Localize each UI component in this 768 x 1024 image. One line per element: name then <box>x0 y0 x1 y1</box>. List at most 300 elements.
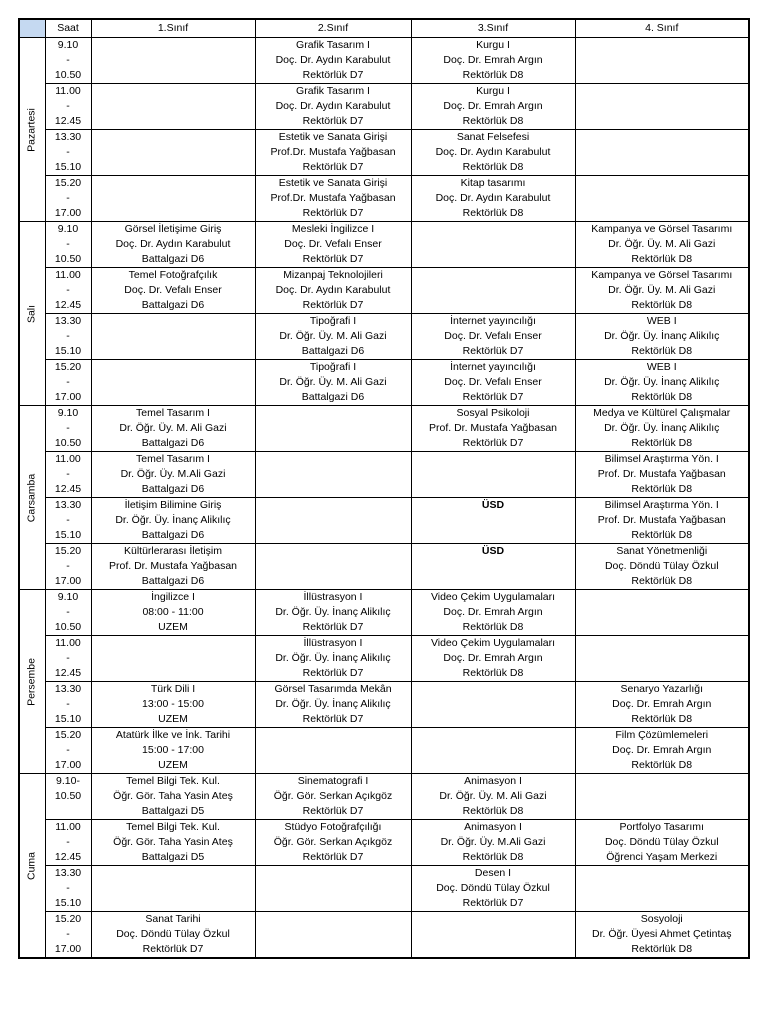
course-name: WEB I <box>646 315 677 327</box>
course-cell-class-3 <box>411 590 575 636</box>
course-room: UZEM <box>158 713 188 725</box>
course-cell-class-2 <box>255 176 411 222</box>
time-slot-line: 13.30 <box>54 131 82 143</box>
course-name: Grafik Tasarım I <box>296 85 370 97</box>
schedule-row <box>19 84 749 130</box>
course-cell-class-1 <box>91 406 255 452</box>
course-cell-class-2 <box>255 314 411 360</box>
course-name: Video Çekim Uygulamaları <box>430 591 556 603</box>
time-slot-line: 13.30 <box>54 867 82 879</box>
course-cell-class-2 <box>255 544 411 590</box>
course-instructor: Doç. Dr. Aydın Karabulut <box>275 54 391 66</box>
course-cell-class-1 <box>91 314 255 360</box>
time-slot-line: - <box>66 238 70 250</box>
course-room: Rektörlük D7 <box>302 115 364 127</box>
course-instructor: Doç. Dr. Vefalı Enser <box>444 330 542 342</box>
course-cell-class-1 <box>91 728 255 774</box>
course-room: Rektörlük D7 <box>302 161 364 173</box>
course-cell-class-4 <box>575 406 749 452</box>
header-class-1: 1.Sınıf <box>91 19 255 38</box>
course-cell-class-1 <box>91 912 255 959</box>
course-cell-class-3 <box>411 130 575 176</box>
time-slot-cell <box>45 636 91 682</box>
time-slot-cell <box>45 360 91 406</box>
course-room: Battalgazi D6 <box>141 437 205 449</box>
time-slot-cell <box>45 498 91 544</box>
course-cell-class-2 <box>255 360 411 406</box>
time-slot-line: 10.50 <box>54 437 82 449</box>
course-cell-class-1 <box>91 130 255 176</box>
course-cell-class-3 <box>411 222 575 268</box>
course-cell-class-3 <box>411 38 575 84</box>
schedule-row <box>19 544 749 590</box>
course-instructor: 15:00 - 17:00 <box>142 744 204 756</box>
course-name: Stüdyo Fotoğrafçılığı <box>284 821 382 833</box>
time-slot-line: 15.20 <box>54 545 82 557</box>
time-slot-line: - <box>66 330 70 342</box>
course-cell-class-4 <box>575 544 749 590</box>
course-room: Battalgazi D6 <box>141 299 205 311</box>
course-instructor: Dr. Öğr. Üyesi Ahmet Çetintaş <box>592 928 732 940</box>
course-cell-class-1 <box>91 176 255 222</box>
course-cell-class-3 <box>411 544 575 590</box>
course-room: UZEM <box>158 759 188 771</box>
course-room: Rektörlük D7 <box>302 299 364 311</box>
course-cell-class-4 <box>575 176 749 222</box>
time-slot-cell <box>45 38 91 84</box>
course-name: Senaryo Yazarlığı <box>620 683 703 695</box>
time-slot-line: - <box>66 928 70 940</box>
time-slot-line: 13.30 <box>54 683 82 695</box>
course-cell-class-3 <box>411 360 575 406</box>
time-slot-cell <box>45 912 91 959</box>
course-instructor: Doç. Dr. Emrah Argın <box>443 100 543 112</box>
time-slot-line: - <box>66 192 70 204</box>
time-slot-line: 10.50 <box>54 253 82 265</box>
time-slot-line: - <box>66 836 70 848</box>
course-instructor: Doç. Dr. Emrah Argın <box>443 54 543 66</box>
course-cell-class-3 <box>411 406 575 452</box>
course-name: Sosyal Psikoloji <box>456 407 530 419</box>
course-name: ÜSD <box>481 545 505 557</box>
course-room: Rektörlük D8 <box>462 805 524 817</box>
time-slot-cell <box>45 866 91 912</box>
course-cell-class-3 <box>411 636 575 682</box>
course-room: Rektörlük D8 <box>631 759 693 771</box>
course-name: Kültürlerarası İletişim <box>123 545 223 557</box>
time-slot-line: 15.10 <box>54 345 82 357</box>
time-slot-line: 17.00 <box>54 759 82 771</box>
schedule-row <box>19 912 749 959</box>
course-cell-class-1 <box>91 222 255 268</box>
course-cell-class-4 <box>575 452 749 498</box>
time-slot-line: - <box>66 422 70 434</box>
course-instructor: Dr. Öğr. Üy. M. Ali Gazi <box>439 790 547 802</box>
course-instructor: Öğr. Gör. Serkan Açıkgöz <box>273 836 393 848</box>
schedule-row <box>19 498 749 544</box>
course-cell-class-2 <box>255 636 411 682</box>
course-room: Rektörlük D8 <box>631 483 693 495</box>
course-name: Mesleki İngilizce I <box>291 223 375 235</box>
course-instructor: Dr. Öğr. Üy. İnanç Alikılıç <box>275 698 391 710</box>
course-name: Film Çözümlemeleri <box>615 729 709 741</box>
time-slot-line: 15.20 <box>54 913 82 925</box>
time-slot-line: 13.30 <box>54 499 82 511</box>
course-cell-class-4 <box>575 912 749 959</box>
day-label: Carsamba <box>25 473 38 522</box>
time-slot-cell <box>45 452 91 498</box>
course-cell-class-4 <box>575 84 749 130</box>
course-room: Rektörlük D7 <box>302 69 364 81</box>
course-instructor: 13:00 - 15:00 <box>142 698 204 710</box>
course-name: Medya ve Kültürel Çalışmalar <box>593 407 731 419</box>
time-slot-cell <box>45 268 91 314</box>
course-cell-class-4 <box>575 222 749 268</box>
weekly-schedule-table <box>18 18 750 959</box>
course-cell-class-2 <box>255 38 411 84</box>
time-slot-cell <box>45 406 91 452</box>
day-label: Salı <box>25 304 38 323</box>
course-instructor: Dr. Öğr. Üy. İnanç Alikılıç <box>275 606 391 618</box>
course-room: UZEM <box>158 621 188 633</box>
course-name: Türk Dili I <box>150 683 196 695</box>
course-room: Battalgazi D5 <box>141 851 205 863</box>
course-cell-class-3 <box>411 268 575 314</box>
header-class-2: 2.Sınıf <box>255 19 411 38</box>
course-cell-class-3 <box>411 820 575 866</box>
time-slot-line: 17.00 <box>54 207 82 219</box>
course-cell-class-2 <box>255 590 411 636</box>
course-room: Rektörlük D8 <box>631 437 693 449</box>
course-name: Kurgu I <box>476 85 510 97</box>
time-slot-line: 10.50 <box>54 69 82 81</box>
course-instructor: Dr. Öğr. Üy. M.Ali Gazi <box>440 836 546 848</box>
course-instructor: Dr. Öğr. Üy. İnanç Alikılıç <box>604 422 720 434</box>
time-slot-line: - <box>66 468 70 480</box>
time-slot-line: - <box>66 376 70 388</box>
course-room: Rektörlük D8 <box>631 253 693 265</box>
course-name: Kurgu I <box>476 39 510 51</box>
schedule-row <box>19 774 749 820</box>
course-instructor: 08:00 - 11:00 <box>142 606 204 618</box>
time-slot-line: - <box>66 882 70 894</box>
time-slot-line: 9.10 <box>57 591 79 603</box>
course-cell-class-4 <box>575 38 749 84</box>
schedule-row <box>19 820 749 866</box>
course-cell-class-2 <box>255 866 411 912</box>
time-slot-line: - <box>66 146 70 158</box>
time-slot-line: 11.00 <box>55 85 81 97</box>
course-room: Rektörlük D8 <box>631 943 693 955</box>
course-cell-class-4 <box>575 682 749 728</box>
course-name: ÜSD <box>481 499 505 511</box>
course-instructor: Dr. Öğr. Üy. İnanç Alikılıç <box>604 330 720 342</box>
course-cell-class-2 <box>255 498 411 544</box>
course-room: Rektörlük D7 <box>462 391 524 403</box>
course-name: Temel Bilgi Tek. Kul. <box>126 775 220 787</box>
course-room: Battalgazi D5 <box>141 805 205 817</box>
course-name: Sosyoloji <box>640 913 683 925</box>
course-cell-class-1 <box>91 498 255 544</box>
course-name: Tipoğrafi I <box>309 315 357 327</box>
course-room: Battalgazi D6 <box>141 529 205 541</box>
schedule-row <box>19 268 749 314</box>
course-name: Bilimsel Araştırma Yön. I <box>604 499 719 511</box>
course-cell-class-1 <box>91 774 255 820</box>
course-room: Rektörlük D8 <box>462 161 524 173</box>
schedule-row <box>19 728 749 774</box>
day-label-cell <box>19 222 45 406</box>
schedule-body <box>19 38 749 959</box>
course-cell-class-1 <box>91 544 255 590</box>
time-slot-line: 15.10 <box>54 161 82 173</box>
course-room: Battalgazi D6 <box>141 483 205 495</box>
course-instructor: Prof. Dr. Mustafa Yağbasan <box>428 422 557 434</box>
course-room: Rektörlük D7 <box>302 621 364 633</box>
course-room: Rektörlük D7 <box>302 805 364 817</box>
schedule-row <box>19 130 749 176</box>
schedule-row <box>19 222 749 268</box>
course-cell-class-3 <box>411 912 575 959</box>
course-instructor: Prof. Dr. Mustafa Yağbasan <box>597 514 726 526</box>
course-room: Rektörlük D8 <box>462 207 524 219</box>
course-name: Portfolyo Tasarımı <box>619 821 704 833</box>
course-cell-class-4 <box>575 636 749 682</box>
course-instructor: Doç. Döndü Tülay Özkul <box>604 560 719 572</box>
course-room: Rektörlük D8 <box>631 713 693 725</box>
day-label: Pazartesi <box>25 107 38 152</box>
course-cell-class-4 <box>575 820 749 866</box>
course-instructor: Prof. Dr. Mustafa Yağbasan <box>597 468 726 480</box>
course-room: Battalgazi D6 <box>141 575 205 587</box>
course-cell-class-1 <box>91 866 255 912</box>
course-room: Rektörlük D7 <box>302 713 364 725</box>
course-cell-class-2 <box>255 820 411 866</box>
day-label-cell <box>19 38 45 222</box>
course-instructor: Dr. Öğr. Üy. M. Ali Gazi <box>279 330 387 342</box>
course-cell-class-2 <box>255 222 411 268</box>
course-cell-class-2 <box>255 682 411 728</box>
course-cell-class-3 <box>411 682 575 728</box>
course-cell-class-4 <box>575 268 749 314</box>
course-cell-class-3 <box>411 84 575 130</box>
course-name: WEB I <box>646 361 677 373</box>
course-instructor: Doç. Dr. Aydın Karabulut <box>275 100 391 112</box>
time-slot-line: 17.00 <box>54 943 82 955</box>
course-instructor: Öğr. Gör. Taha Yasin Ateş <box>113 790 233 802</box>
time-slot-cell <box>45 84 91 130</box>
course-name: İnternet yayıncılığı <box>450 361 536 373</box>
time-slot-line: 9.10 <box>57 407 79 419</box>
course-name: Kampanya ve Görsel Tasarımı <box>591 223 733 235</box>
course-name: Animasyon I <box>464 821 522 833</box>
course-room: Battalgazi D6 <box>301 391 365 403</box>
course-room: Rektörlük D7 <box>462 437 524 449</box>
time-slot-cell <box>45 682 91 728</box>
course-cell-class-1 <box>91 636 255 682</box>
course-room: Rektörlük D7 <box>302 253 364 265</box>
course-cell-class-4 <box>575 498 749 544</box>
schedule-row <box>19 314 749 360</box>
course-cell-class-1 <box>91 590 255 636</box>
time-slot-line: 9.10- <box>56 775 80 787</box>
time-slot-line: 11.00 <box>55 821 81 833</box>
course-cell-class-4 <box>575 866 749 912</box>
time-slot-line: - <box>66 284 70 296</box>
course-cell-class-1 <box>91 38 255 84</box>
schedule-row <box>19 452 749 498</box>
course-name: Tipoğrafi I <box>309 361 357 373</box>
course-cell-class-2 <box>255 774 411 820</box>
course-room: Rektörlük D8 <box>462 115 524 127</box>
header-corner-cell <box>19 19 45 38</box>
time-slot-line: - <box>66 652 70 664</box>
course-room: Öğrenci Yaşam Merkezi <box>606 851 718 863</box>
course-instructor: Prof.Dr. Mustafa Yağbasan <box>270 146 396 158</box>
course-name: İngilizce I <box>151 591 195 603</box>
time-slot-line: 15.10 <box>54 713 82 725</box>
course-instructor: Dr. Öğr. Üy. İnanç Alikılıç <box>604 376 720 388</box>
time-slot-line: 10.50 <box>54 790 82 802</box>
course-instructor: Doç. Dr. Aydın Karabulut <box>435 192 551 204</box>
course-cell-class-3 <box>411 498 575 544</box>
course-cell-class-1 <box>91 682 255 728</box>
course-cell-class-2 <box>255 452 411 498</box>
course-cell-class-4 <box>575 590 749 636</box>
course-instructor: Dr. Öğr. Üy. M. Ali Gazi <box>608 284 716 296</box>
time-slot-line: 11.00 <box>55 269 81 281</box>
header-class-4: 4. Sınıf <box>575 19 749 38</box>
time-slot-line: 13.30 <box>54 315 82 327</box>
course-room: Rektörlük D8 <box>631 391 693 403</box>
course-name: İnternet yayıncılığı <box>450 315 536 327</box>
course-instructor: Doç. Döndü Tülay Özkul <box>116 928 230 940</box>
course-instructor: Doç. Dr. Emrah Argın <box>443 606 543 618</box>
time-slot-line: - <box>66 698 70 710</box>
time-slot-line: 11.00 <box>55 453 81 465</box>
course-cell-class-4 <box>575 130 749 176</box>
course-room: Rektörlük D8 <box>462 851 524 863</box>
course-cell-class-3 <box>411 452 575 498</box>
course-instructor: Doç. Döndü Tülay Özkul <box>436 882 550 894</box>
day-label-cell <box>19 774 45 959</box>
course-name: Animasyon I <box>464 775 522 787</box>
time-slot-line: 9.10 <box>57 39 79 51</box>
course-room: Battalgazi D6 <box>141 253 205 265</box>
course-instructor: Dr. Öğr. Üy. İnanç Alikılıç <box>115 514 231 526</box>
course-cell-class-2 <box>255 84 411 130</box>
time-slot-line: 15.20 <box>54 361 82 373</box>
course-instructor: Öğr. Gör. Serkan Açıkgöz <box>273 790 393 802</box>
course-cell-class-3 <box>411 774 575 820</box>
time-slot-cell <box>45 728 91 774</box>
course-instructor: Prof. Dr. Mustafa Yağbasan <box>108 560 237 572</box>
header-row <box>19 19 749 38</box>
course-instructor: Dr. Öğr. Üy. İnanç Alikılıç <box>275 652 391 664</box>
schedule-row <box>19 866 749 912</box>
time-slot-line: 10.50 <box>54 621 82 633</box>
schedule-row <box>19 636 749 682</box>
header-time: Saat <box>45 19 91 38</box>
time-slot-line: 15.10 <box>54 529 82 541</box>
header-class-3: 3.Sınıf <box>411 19 575 38</box>
course-name: Estetik ve Sanata Girişi <box>278 131 388 143</box>
course-room: Rektörlük D8 <box>462 621 524 633</box>
time-slot-line: 12.45 <box>54 667 82 679</box>
course-instructor: Doç. Dr. Emrah Argın <box>612 698 712 710</box>
course-room: Rektörlük D8 <box>631 529 693 541</box>
course-instructor: Doç. Dr. Aydın Karabulut <box>435 146 551 158</box>
course-instructor: Doç. Dr. Vefalı Enser <box>444 376 542 388</box>
course-instructor: Doç. Dr. Aydın Karabulut <box>115 238 231 250</box>
course-name: İletişim Bilimine Giriş <box>124 499 222 511</box>
course-instructor: Doç. Dr. Vefalı Enser <box>124 284 222 296</box>
day-label: Persembe <box>25 657 38 706</box>
time-slot-line: 12.45 <box>54 483 82 495</box>
course-name: Görsel Tasarımda Mekân <box>274 683 392 695</box>
course-cell-class-2 <box>255 268 411 314</box>
course-name: Sanat Tarihi <box>145 913 201 925</box>
course-room: Rektörlük D7 <box>462 345 524 357</box>
course-cell-class-1 <box>91 268 255 314</box>
course-room: Battalgazi D6 <box>301 345 365 357</box>
time-slot-line: 15.20 <box>54 729 82 741</box>
time-slot-line: - <box>66 54 70 66</box>
course-cell-class-2 <box>255 912 411 959</box>
time-slot-line: 9.10 <box>57 223 79 235</box>
course-room: Rektörlük D7 <box>142 943 204 955</box>
course-room: Rektörlük D7 <box>302 667 364 679</box>
course-name: Mizanpaj Teknolojileri <box>283 269 383 281</box>
schedule-row <box>19 38 749 84</box>
course-name: Sinematografi I <box>297 775 369 787</box>
course-cell-class-1 <box>91 452 255 498</box>
course-name: Temel Fotoğrafçılık <box>128 269 218 281</box>
time-slot-line: - <box>66 514 70 526</box>
time-slot-cell <box>45 590 91 636</box>
course-instructor: Dr. Öğr. Üy. M.Ali Gazi <box>120 468 226 480</box>
day-label-cell <box>19 406 45 590</box>
course-name: Bilimsel Araştırma Yön. I <box>604 453 719 465</box>
time-slot-cell <box>45 130 91 176</box>
time-slot-line: 11.00 <box>55 637 81 649</box>
time-slot-cell <box>45 222 91 268</box>
course-name: Temel Tasarım I <box>136 407 210 419</box>
course-room: Rektörlük D8 <box>631 299 693 311</box>
course-instructor: Doç. Döndü Tülay Özkul <box>604 836 719 848</box>
time-slot-cell <box>45 176 91 222</box>
course-room: Rektörlük D8 <box>462 69 524 81</box>
course-name: İllüstrasyon I <box>303 591 363 603</box>
schedule-row <box>19 406 749 452</box>
time-slot-line: 15.10 <box>54 897 82 909</box>
course-instructor: Doç. Dr. Vefalı Enser <box>284 238 382 250</box>
course-instructor: Prof.Dr. Mustafa Yağbasan <box>270 192 396 204</box>
course-name: Grafik Tasarım I <box>296 39 370 51</box>
course-name: Estetik ve Sanata Girişi <box>278 177 388 189</box>
course-instructor: Dr. Öğr. Üy. M. Ali Gazi <box>279 376 387 388</box>
course-room: Rektörlük D8 <box>631 575 693 587</box>
schedule-row <box>19 590 749 636</box>
course-name: Desen I <box>474 867 512 879</box>
time-slot-cell <box>45 774 91 820</box>
course-instructor: Dr. Öğr. Üy. M. Ali Gazi <box>608 238 716 250</box>
course-cell-class-4 <box>575 360 749 406</box>
time-slot-line: - <box>66 100 70 112</box>
time-slot-line: - <box>66 606 70 618</box>
course-cell-class-1 <box>91 360 255 406</box>
course-cell-class-1 <box>91 820 255 866</box>
